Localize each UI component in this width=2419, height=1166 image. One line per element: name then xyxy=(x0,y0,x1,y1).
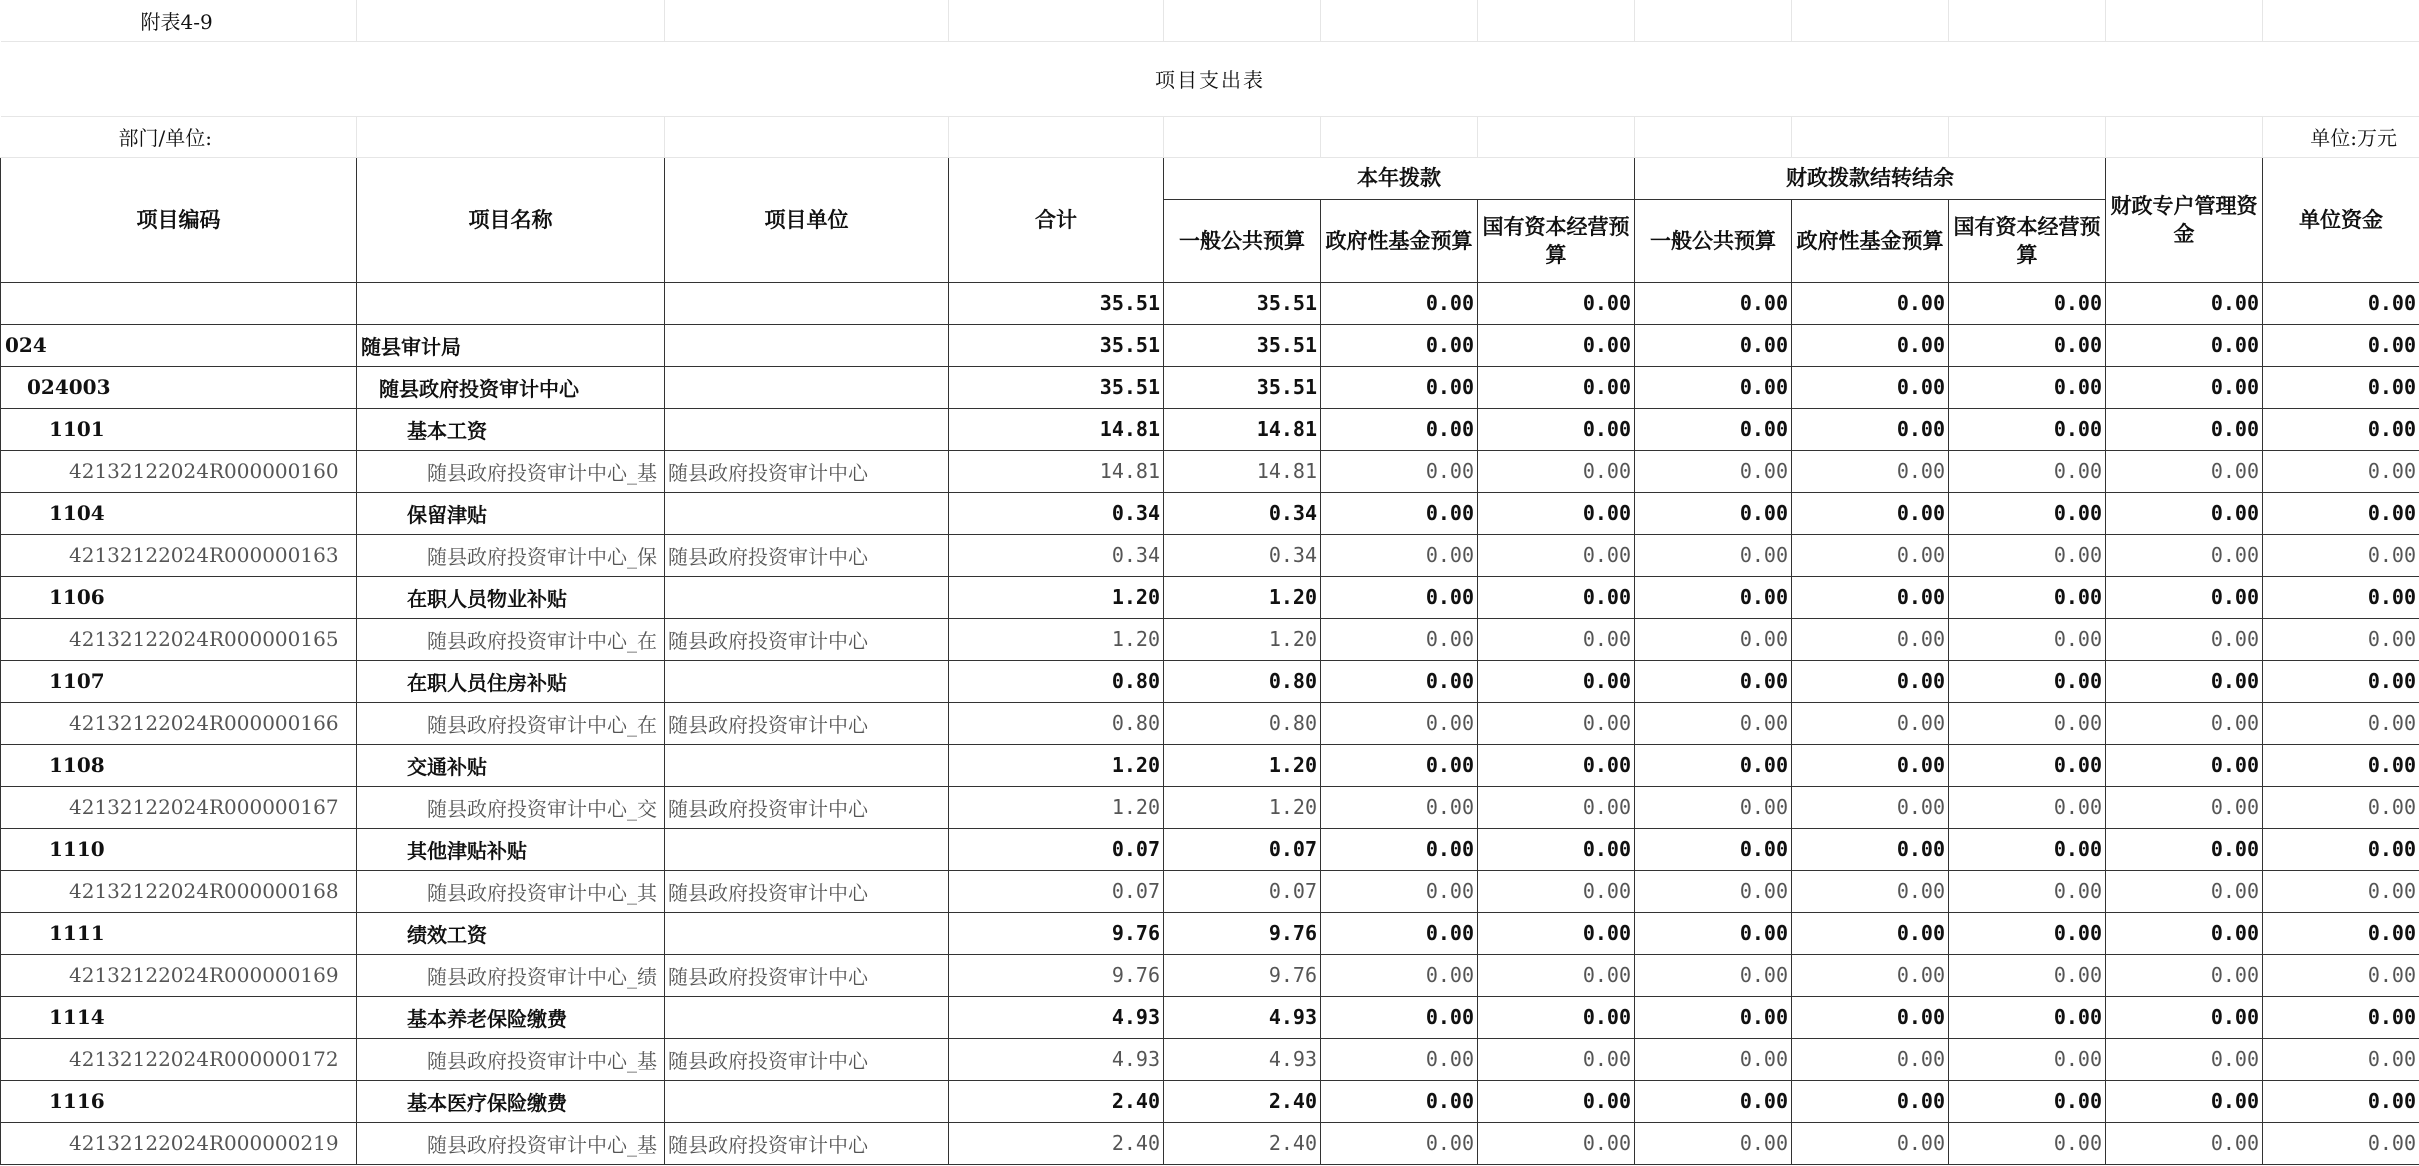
amount-cell[interactable]: 0.00 xyxy=(1321,450,1478,492)
amount-cell[interactable]: 14.81 xyxy=(949,450,1164,492)
amount-cell[interactable]: 0.00 xyxy=(1949,1080,2106,1122)
project-name-cell[interactable]: 基本医疗保险缴费 xyxy=(357,1080,665,1122)
amount-cell[interactable]: 0.00 xyxy=(1949,576,2106,618)
amount-cell[interactable]: 4.93 xyxy=(949,1038,1164,1080)
amount-cell[interactable]: 0.00 xyxy=(2106,912,2263,954)
amount-cell[interactable]: 2.40 xyxy=(1164,1122,1321,1164)
amount-cell[interactable]: 0.00 xyxy=(1792,282,1949,324)
amount-cell[interactable]: 14.81 xyxy=(949,408,1164,450)
title-row xyxy=(1,41,2419,116)
amount-cell[interactable]: 0.34 xyxy=(949,492,1164,534)
project-unit-cell[interactable]: 随县政府投资审计中心 xyxy=(665,786,949,828)
header-row-1 xyxy=(1,157,2419,199)
amount-cell[interactable]: 0.00 xyxy=(1792,450,1949,492)
amount-cell[interactable]: 0.00 xyxy=(2106,1038,2263,1080)
amount-cell[interactable]: 0.00 xyxy=(1792,534,1949,576)
amount-cell[interactable]: 35.51 xyxy=(1164,282,1321,324)
project-name-cell[interactable]: 随县政府投资审计中心_基 xyxy=(357,450,665,492)
amount-cell[interactable]: 0.00 xyxy=(1478,1122,1635,1164)
project-code-cell[interactable]: 1114 xyxy=(1,996,357,1038)
project-name-cell[interactable]: 随县政府投资审计中心_其 xyxy=(357,870,665,912)
amount-cell[interactable]: 14.81 xyxy=(1164,450,1321,492)
amount-cell[interactable]: 0.00 xyxy=(2106,576,2263,618)
project-name-cell[interactable]: 基本工资 xyxy=(357,408,665,450)
amount-cell[interactable]: 0.00 xyxy=(1635,912,1792,954)
amount-cell[interactable]: 0.00 xyxy=(1478,954,1635,996)
amount-cell[interactable]: 0.07 xyxy=(1164,870,1321,912)
table-row xyxy=(1,282,2419,324)
amount-cell[interactable]: 0.34 xyxy=(1164,492,1321,534)
amount-cell[interactable]: 0.00 xyxy=(1792,1038,1949,1080)
amount-cell[interactable]: 0.00 xyxy=(2106,408,2263,450)
sheet-title[interactable]: 项目支出表 xyxy=(1,41,2419,116)
amount-cell[interactable]: 0.80 xyxy=(1164,660,1321,702)
amount-cell[interactable]: 0.00 xyxy=(2106,450,2263,492)
amount-cell[interactable]: 0.00 xyxy=(1321,576,1478,618)
amount-cell[interactable]: 0.00 xyxy=(2263,660,2419,702)
project-name-cell[interactable]: 随县政府投资审计中心_保 xyxy=(357,534,665,576)
amount-cell[interactable]: 0.00 xyxy=(1321,282,1478,324)
project-name-cell[interactable]: 在职人员住房补贴 xyxy=(357,660,665,702)
amount-cell[interactable]: 0.00 xyxy=(1949,408,2106,450)
amount-cell[interactable]: 35.51 xyxy=(949,366,1164,408)
amount-cell[interactable]: 0.00 xyxy=(1635,870,1792,912)
amount-cell[interactable]: 0.00 xyxy=(1321,870,1478,912)
amount-cell[interactable]: 0.00 xyxy=(1635,450,1792,492)
amount-cell[interactable]: 4.93 xyxy=(949,996,1164,1038)
project-name-cell[interactable]: 随县政府投资审计中心_绩 xyxy=(357,954,665,996)
amount-cell[interactable]: 0.00 xyxy=(2263,492,2419,534)
project-name-cell[interactable]: 随县政府投资审计中心_基 xyxy=(357,1038,665,1080)
amount-cell[interactable]: 0.00 xyxy=(1792,366,1949,408)
header-cur-gov-fund[interactable]: 政府性基金预算 xyxy=(1321,199,1478,282)
project-name-cell[interactable]: 交通补贴 xyxy=(357,744,665,786)
amount-cell[interactable]: 0.00 xyxy=(2263,408,2419,450)
amount-cell[interactable]: 0.00 xyxy=(1478,366,1635,408)
amount-cell[interactable]: 0.00 xyxy=(1635,576,1792,618)
amount-cell[interactable]: 0.00 xyxy=(2106,660,2263,702)
amount-cell[interactable]: 0.00 xyxy=(1478,618,1635,660)
amount-cell[interactable]: 0.00 xyxy=(1478,282,1635,324)
header-unit[interactable]: 项目单位 xyxy=(665,157,949,282)
table-row xyxy=(1,576,2419,618)
amount-cell[interactable]: 4.93 xyxy=(1164,996,1321,1038)
project-code-cell[interactable]: 1107 xyxy=(1,660,357,702)
amount-cell[interactable]: 0.00 xyxy=(2106,786,2263,828)
amount-cell[interactable]: 0.00 xyxy=(1635,1080,1792,1122)
table-row xyxy=(1,534,2419,576)
table-row xyxy=(1,1122,2419,1164)
amount-cell[interactable]: 0.00 xyxy=(2263,618,2419,660)
amount-cell[interactable]: 1.20 xyxy=(949,618,1164,660)
project-name-cell[interactable]: 随县政府投资审计中心_交 xyxy=(357,786,665,828)
amount-cell[interactable]: 9.76 xyxy=(1164,954,1321,996)
project-code-cell[interactable]: 42132122024R000000172 xyxy=(1,1038,357,1080)
amount-cell[interactable]: 0.00 xyxy=(1792,408,1949,450)
amount-cell[interactable]: 0.00 xyxy=(1635,744,1792,786)
amount-cell[interactable]: 0.00 xyxy=(2106,744,2263,786)
amount-cell[interactable]: 0.00 xyxy=(1949,786,2106,828)
project-name-cell[interactable]: 随县政府投资审计中心 xyxy=(357,366,665,408)
amount-cell[interactable]: 0.00 xyxy=(2263,1038,2419,1080)
amount-cell[interactable]: 0.00 xyxy=(1949,828,2106,870)
amount-cell[interactable]: 9.76 xyxy=(949,954,1164,996)
amount-cell[interactable]: 0.00 xyxy=(1792,996,1949,1038)
amount-cell[interactable]: 0.00 xyxy=(1321,324,1478,366)
amount-cell[interactable]: 0.00 xyxy=(1635,1038,1792,1080)
appendix-row xyxy=(1,0,2419,41)
amount-cell[interactable]: 0.00 xyxy=(1478,450,1635,492)
table-row xyxy=(1,408,2419,450)
amount-cell[interactable]: 0.00 xyxy=(1949,954,2106,996)
amount-cell[interactable]: 0.00 xyxy=(2263,954,2419,996)
dept-unit-row xyxy=(1,116,2419,157)
amount-cell[interactable]: 0.00 xyxy=(1792,618,1949,660)
header-group-carryover[interactable]: 财政拨款结转结余 xyxy=(1635,157,2106,199)
amount-cell[interactable]: 0.00 xyxy=(1792,492,1949,534)
amount-cell[interactable]: 35.51 xyxy=(949,282,1164,324)
amount-cell[interactable]: 0.00 xyxy=(1949,660,2106,702)
amount-cell[interactable]: 0.00 xyxy=(1478,492,1635,534)
amount-cell[interactable]: 0.00 xyxy=(2263,912,2419,954)
amount-cell[interactable]: 0.00 xyxy=(1949,912,2106,954)
project-name-cell[interactable]: 保留津贴 xyxy=(357,492,665,534)
amount-cell[interactable]: 0.00 xyxy=(1321,492,1478,534)
header-co-general[interactable]: 一般公共预算 xyxy=(1635,199,1792,282)
amount-cell[interactable]: 9.76 xyxy=(1164,912,1321,954)
amount-cell[interactable]: 0.00 xyxy=(1321,912,1478,954)
amount-cell[interactable]: 0.00 xyxy=(1321,1038,1478,1080)
project-name-cell[interactable]: 随县政府投资审计中心_基 xyxy=(357,1122,665,1164)
amount-cell[interactable]: 0.00 xyxy=(1321,744,1478,786)
project-name-cell[interactable]: 随县政府投资审计中心_在 xyxy=(357,618,665,660)
amount-cell[interactable]: 0.00 xyxy=(2263,1122,2419,1164)
amount-cell[interactable]: 0.00 xyxy=(1635,618,1792,660)
dept-label[interactable]: 部门/单位: xyxy=(1,116,357,157)
amount-cell[interactable]: 0.00 xyxy=(1635,786,1792,828)
amount-cell[interactable]: 0.00 xyxy=(1635,954,1792,996)
amount-cell[interactable]: 0.00 xyxy=(1949,702,2106,744)
amount-cell[interactable]: 0.00 xyxy=(1478,786,1635,828)
project-unit-cell[interactable]: 随县政府投资审计中心 xyxy=(665,702,949,744)
amount-cell[interactable]: 0.00 xyxy=(1792,870,1949,912)
amount-cell[interactable]: 35.51 xyxy=(949,324,1164,366)
amount-cell[interactable]: 0.00 xyxy=(1949,492,2106,534)
project-unit-cell[interactable] xyxy=(665,660,949,702)
project-unit-cell[interactable]: 随县政府投资审计中心 xyxy=(665,450,949,492)
project-code-cell[interactable]: 1106 xyxy=(1,576,357,618)
amount-cell[interactable]: 0.00 xyxy=(1635,492,1792,534)
table-row xyxy=(1,450,2419,492)
project-code-cell[interactable]: 42132122024R000000166 xyxy=(1,702,357,744)
amount-cell[interactable]: 0.00 xyxy=(2106,282,2263,324)
project-code-cell[interactable]: 42132122024R000000163 xyxy=(1,534,357,576)
amount-cell[interactable]: 0.00 xyxy=(1321,618,1478,660)
header-cur-state-capital[interactable]: 国有资本经营预算 xyxy=(1478,199,1635,282)
amount-cell[interactable]: 0.07 xyxy=(949,828,1164,870)
table-row xyxy=(1,324,2419,366)
header-co-state-capital[interactable]: 国有资本经营预算 xyxy=(1949,199,2106,282)
project-name-cell[interactable]: 其他津贴补贴 xyxy=(357,828,665,870)
project-name-cell[interactable]: 随县审计局 xyxy=(357,324,665,366)
amount-cell[interactable]: 0.00 xyxy=(1792,702,1949,744)
project-unit-cell[interactable] xyxy=(665,282,949,324)
amount-cell[interactable]: 0.00 xyxy=(1321,786,1478,828)
amount-cell[interactable]: 1.20 xyxy=(949,576,1164,618)
amount-cell[interactable]: 0.00 xyxy=(1478,1080,1635,1122)
amount-cell[interactable]: 0.80 xyxy=(1164,702,1321,744)
project-name-cell[interactable]: 绩效工资 xyxy=(357,912,665,954)
amount-cell[interactable]: 0.00 xyxy=(1635,408,1792,450)
amount-cell[interactable]: 0.00 xyxy=(2263,744,2419,786)
amount-cell[interactable]: 0.00 xyxy=(1478,576,1635,618)
amount-cell[interactable]: 0.00 xyxy=(1792,324,1949,366)
table-row xyxy=(1,366,2419,408)
amount-cell[interactable]: 0.00 xyxy=(1321,828,1478,870)
project-unit-cell[interactable] xyxy=(665,1080,949,1122)
table-row xyxy=(1,786,2419,828)
amount-cell[interactable]: 0.00 xyxy=(1478,1038,1635,1080)
amount-cell[interactable]: 0.00 xyxy=(1792,912,1949,954)
header-group-current[interactable]: 本年拨款 xyxy=(1164,157,1635,199)
amount-cell[interactable]: 0.00 xyxy=(1478,912,1635,954)
amount-cell[interactable]: 0.00 xyxy=(1321,702,1478,744)
amount-cell[interactable]: 35.51 xyxy=(1164,324,1321,366)
amount-cell[interactable]: 0.00 xyxy=(1792,1122,1949,1164)
amount-cell[interactable]: 1.20 xyxy=(1164,744,1321,786)
amount-cell[interactable]: 0.00 xyxy=(1792,828,1949,870)
table-row xyxy=(1,702,2419,744)
amount-cell[interactable]: 0.00 xyxy=(2106,618,2263,660)
project-unit-cell[interactable]: 随县政府投资审计中心 xyxy=(665,1122,949,1164)
project-code-cell[interactable]: 42132122024R000000160 xyxy=(1,450,357,492)
amount-cell[interactable]: 0.00 xyxy=(2263,450,2419,492)
project-unit-cell[interactable] xyxy=(665,576,949,618)
project-code-cell[interactable]: 1111 xyxy=(1,912,357,954)
amount-cell[interactable]: 9.76 xyxy=(949,912,1164,954)
amount-cell[interactable]: 0.00 xyxy=(2106,996,2263,1038)
amount-cell[interactable]: 0.00 xyxy=(2263,534,2419,576)
project-code-cell[interactable]: 1108 xyxy=(1,744,357,786)
amount-cell[interactable]: 0.00 xyxy=(1321,660,1478,702)
amount-cell[interactable]: 0.00 xyxy=(1478,408,1635,450)
table-row xyxy=(1,1038,2419,1080)
amount-cell[interactable]: 0.00 xyxy=(2106,366,2263,408)
project-code-cell[interactable]: 42132122024R000000165 xyxy=(1,618,357,660)
header-unit-fund[interactable]: 单位资金 xyxy=(2263,157,2419,282)
header-co-gov-fund[interactable]: 政府性基金预算 xyxy=(1792,199,1949,282)
project-unit-cell[interactable] xyxy=(665,828,949,870)
table-row xyxy=(1,618,2419,660)
amount-cell[interactable]: 0.00 xyxy=(1792,744,1949,786)
project-name-cell[interactable]: 基本养老保险缴费 xyxy=(357,996,665,1038)
amount-cell[interactable]: 0.00 xyxy=(2106,702,2263,744)
project-unit-cell[interactable] xyxy=(665,996,949,1038)
amount-cell[interactable]: 1.20 xyxy=(1164,576,1321,618)
amount-cell[interactable]: 0.00 xyxy=(1478,744,1635,786)
amount-cell[interactable]: 0.00 xyxy=(2106,954,2263,996)
amount-cell[interactable]: 0.00 xyxy=(2106,1122,2263,1164)
amount-cell[interactable]: 0.00 xyxy=(1478,660,1635,702)
amount-cell[interactable]: 0.00 xyxy=(2263,870,2419,912)
amount-cell[interactable]: 0.00 xyxy=(1949,744,2106,786)
amount-cell[interactable]: 0.00 xyxy=(1949,534,2106,576)
amount-cell[interactable]: 0.00 xyxy=(2106,324,2263,366)
amount-cell[interactable]: 2.40 xyxy=(949,1080,1164,1122)
amount-cell[interactable]: 0.00 xyxy=(2106,828,2263,870)
project-unit-cell[interactable]: 随县政府投资审计中心 xyxy=(665,618,949,660)
amount-cell[interactable]: 0.00 xyxy=(1635,1122,1792,1164)
amount-cell[interactable]: 0.00 xyxy=(2263,702,2419,744)
amount-cell[interactable]: 0.00 xyxy=(1478,996,1635,1038)
amount-cell[interactable]: 0.34 xyxy=(949,534,1164,576)
amount-cell[interactable]: 0.00 xyxy=(2263,786,2419,828)
project-unit-cell[interactable] xyxy=(665,408,949,450)
project-name-cell[interactable]: 随县政府投资审计中心_在 xyxy=(357,702,665,744)
table-row xyxy=(1,660,2419,702)
table-row xyxy=(1,996,2419,1038)
amount-cell[interactable]: 0.00 xyxy=(2106,1080,2263,1122)
amount-cell[interactable]: 0.00 xyxy=(1635,282,1792,324)
amount-cell[interactable]: 0.00 xyxy=(1321,1122,1478,1164)
amount-cell[interactable]: 0.80 xyxy=(949,702,1164,744)
amount-cell[interactable]: 1.20 xyxy=(949,786,1164,828)
amount-cell[interactable]: 0.00 xyxy=(1792,954,1949,996)
header-total[interactable]: 合计 xyxy=(949,157,1164,282)
project-code-cell[interactable]: 1101 xyxy=(1,408,357,450)
amount-cell[interactable]: 0.00 xyxy=(1321,996,1478,1038)
amount-cell[interactable]: 2.40 xyxy=(1164,1080,1321,1122)
project-unit-cell[interactable]: 随县政府投资审计中心 xyxy=(665,954,949,996)
amount-cell[interactable]: 0.34 xyxy=(1164,534,1321,576)
amount-cell[interactable]: 2.40 xyxy=(949,1122,1164,1164)
table-row xyxy=(1,912,2419,954)
project-code-cell[interactable]: 42132122024R000000169 xyxy=(1,954,357,996)
project-code-cell[interactable]: 42132122024R000000219 xyxy=(1,1122,357,1164)
project-name-cell[interactable] xyxy=(357,282,665,324)
header-name[interactable]: 项目名称 xyxy=(357,157,665,282)
project-code-cell[interactable]: 1110 xyxy=(1,828,357,870)
amount-cell[interactable]: 0.00 xyxy=(1949,996,2106,1038)
project-code-cell[interactable]: 024 xyxy=(1,324,357,366)
amount-cell[interactable]: 0.00 xyxy=(2263,366,2419,408)
project-unit-cell[interactable] xyxy=(665,366,949,408)
amount-cell[interactable]: 0.80 xyxy=(949,660,1164,702)
amount-cell[interactable]: 0.00 xyxy=(2106,534,2263,576)
amount-cell[interactable]: 0.00 xyxy=(2106,870,2263,912)
project-code-cell[interactable]: 42132122024R000000167 xyxy=(1,786,357,828)
project-unit-cell[interactable] xyxy=(665,912,949,954)
amount-cell[interactable]: 0.07 xyxy=(949,870,1164,912)
amount-cell[interactable]: 0.00 xyxy=(1635,996,1792,1038)
table-row xyxy=(1,828,2419,870)
amount-cell[interactable]: 0.07 xyxy=(1164,828,1321,870)
project-code-cell[interactable]: 1104 xyxy=(1,492,357,534)
amount-cell[interactable]: 0.00 xyxy=(1478,870,1635,912)
amount-cell[interactable]: 0.00 xyxy=(1949,366,2106,408)
table-row xyxy=(1,1080,2419,1122)
table-row xyxy=(1,492,2419,534)
amount-cell[interactable]: 0.00 xyxy=(1949,282,2106,324)
unit-label[interactable]: 单位:万元 xyxy=(2263,116,2419,157)
amount-cell[interactable]: 4.93 xyxy=(1164,1038,1321,1080)
project-unit-cell[interactable]: 随县政府投资审计中心 xyxy=(665,870,949,912)
amount-cell[interactable]: 0.00 xyxy=(1321,954,1478,996)
amount-cell[interactable]: 0.00 xyxy=(1792,576,1949,618)
table-row xyxy=(1,954,2419,996)
project-unit-cell[interactable]: 随县政府投资审计中心 xyxy=(665,1038,949,1080)
project-code-cell[interactable]: 1116 xyxy=(1,1080,357,1122)
header-special-fund[interactable]: 财政专户管理资金 xyxy=(2106,157,2263,282)
amount-cell[interactable]: 0.00 xyxy=(1792,1080,1949,1122)
project-unit-cell[interactable]: 随县政府投资审计中心 xyxy=(665,534,949,576)
project-code-cell[interactable]: 42132122024R000000168 xyxy=(1,870,357,912)
amount-cell[interactable]: 35.51 xyxy=(1164,366,1321,408)
project-unit-cell[interactable] xyxy=(665,324,949,366)
appendix-label[interactable]: 附表4-9 xyxy=(1,0,357,41)
amount-cell[interactable]: 0.00 xyxy=(2263,576,2419,618)
amount-cell[interactable]: 0.00 xyxy=(1949,1038,2106,1080)
amount-cell[interactable]: 0.00 xyxy=(2263,828,2419,870)
amount-cell[interactable]: 0.00 xyxy=(1321,534,1478,576)
project-name-cell[interactable]: 在职人员物业补贴 xyxy=(357,576,665,618)
amount-cell[interactable]: 0.00 xyxy=(1635,324,1792,366)
amount-cell[interactable]: 0.00 xyxy=(1478,324,1635,366)
amount-cell[interactable]: 1.20 xyxy=(949,744,1164,786)
project-code-cell[interactable] xyxy=(1,282,357,324)
amount-cell[interactable]: 0.00 xyxy=(1321,408,1478,450)
amount-cell[interactable]: 1.20 xyxy=(1164,618,1321,660)
amount-cell[interactable]: 0.00 xyxy=(2263,282,2419,324)
amount-cell[interactable]: 0.00 xyxy=(1321,366,1478,408)
amount-cell[interactable]: 0.00 xyxy=(1635,660,1792,702)
amount-cell[interactable]: 0.00 xyxy=(1635,366,1792,408)
header-code[interactable]: 项目编码 xyxy=(1,157,357,282)
table-row xyxy=(1,744,2419,786)
amount-cell[interactable]: 0.00 xyxy=(2106,492,2263,534)
amount-cell[interactable]: 0.00 xyxy=(1949,450,2106,492)
amount-cell[interactable]: 0.00 xyxy=(1478,828,1635,870)
table-row xyxy=(1,870,2419,912)
amount-cell[interactable]: 0.00 xyxy=(1478,702,1635,744)
amount-cell[interactable]: 14.81 xyxy=(1164,408,1321,450)
amount-cell[interactable]: 0.00 xyxy=(1635,534,1792,576)
amount-cell[interactable]: 0.00 xyxy=(1635,828,1792,870)
amount-cell[interactable]: 0.00 xyxy=(1792,660,1949,702)
project-unit-cell[interactable] xyxy=(665,744,949,786)
amount-cell[interactable]: 0.00 xyxy=(1792,786,1949,828)
amount-cell[interactable]: 0.00 xyxy=(1635,702,1792,744)
amount-cell[interactable]: 1.20 xyxy=(1164,786,1321,828)
amount-cell[interactable]: 0.00 xyxy=(1321,1080,1478,1122)
amount-cell[interactable]: 0.00 xyxy=(1949,324,2106,366)
header-cur-general[interactable]: 一般公共预算 xyxy=(1164,199,1321,282)
amount-cell[interactable]: 0.00 xyxy=(2263,996,2419,1038)
project-unit-cell[interactable] xyxy=(665,492,949,534)
amount-cell[interactable]: 0.00 xyxy=(1949,1122,2106,1164)
project-code-cell[interactable]: 024003 xyxy=(1,366,357,408)
amount-cell[interactable]: 0.00 xyxy=(2263,1080,2419,1122)
amount-cell[interactable]: 0.00 xyxy=(1478,534,1635,576)
amount-cell[interactable]: 0.00 xyxy=(1949,618,2106,660)
amount-cell[interactable]: 0.00 xyxy=(1949,870,2106,912)
amount-cell[interactable]: 0.00 xyxy=(2263,324,2419,366)
